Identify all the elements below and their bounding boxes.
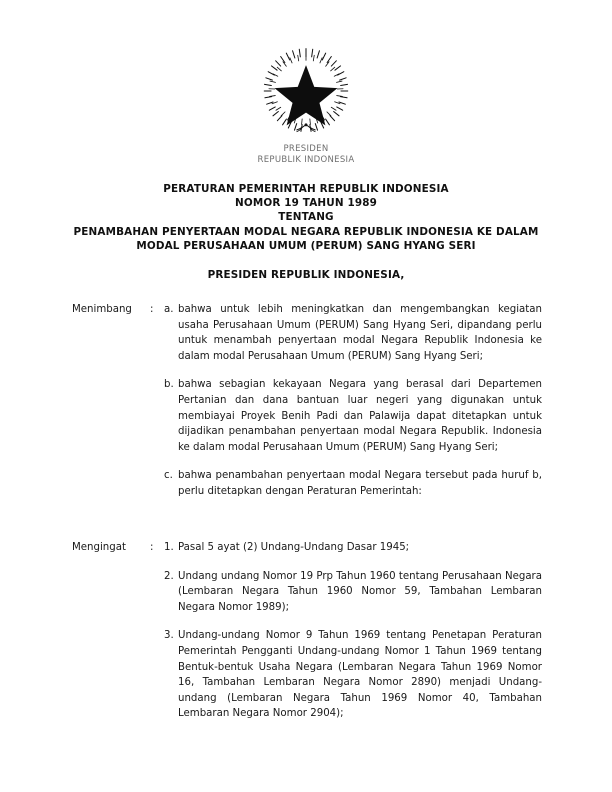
item-marker: a. [164, 304, 174, 315]
mengingat-section [72, 540, 542, 722]
president-heading: PRESIDEN REPUBLIK INDONESIA, [207, 269, 405, 281]
mengingat-label: Mengingat [72, 542, 126, 553]
title-line-number: NOMOR 19 TAHUN 1989 [235, 197, 377, 210]
list-item [164, 628, 542, 722]
list-item [164, 540, 542, 556]
list-item [164, 569, 542, 616]
title-line-subject-2: MODAL PERUSAHAAN UMUM (PERUM) SANG HYANG SERI [136, 239, 476, 252]
list-item [164, 302, 542, 364]
menimbang-section [72, 302, 542, 500]
title-line-regulation: PERATURAN PEMERINTAH REPUBLIK INDONESIA [163, 183, 449, 195]
menimbang-items [164, 302, 542, 500]
mengingat-items [164, 540, 542, 722]
item-text: Undang-undang Nomor 9 Tahun 1969 tentang Penetapan Peraturan Pemerintah Pengganti Undang-undang Nomor 1 Tahun 1969 tentang Bentuk-bentuk Usaha Negara (Lembaran Negara Tahun 1969 Nomor 16, Tambahan Lembaran Negara Nomor 2890) menjadi Undang-undang (Lembaran Negara Tahun 1969 Nomor 40, Tambahan Lembaran Negara Nomor 2904); [178, 630, 542, 720]
list-item [164, 377, 542, 455]
list-item [164, 468, 542, 499]
item-text: bahwa penambahan penyertaan modal Negara tersebut pada huruf b, perlu ditetapkan dengan Peraturan Pemerintah: [178, 470, 542, 497]
item-marker: c. [164, 470, 173, 482]
presidential-emblem-block [0, 44, 612, 166]
item-marker: b. [164, 379, 174, 391]
document-title-block [56, 182, 556, 253]
indonesia-presidential-seal-star-wreath-icon [258, 44, 354, 140]
item-text: Undang undang Nomor 19 Prp Tahun 1960 tentang Perusahaan Negara (Lembaran Negara Tahun 1960 Nomor 59, Tambahan Lembaran Negara Nomor 1989); [178, 570, 542, 613]
item-marker: 2. [164, 570, 174, 582]
item-text: bahwa sebagian kekayaan Negara yang berasal dari Departemen Pertanian dan dana bantuan luar negeri yang digunakan untuk membiayai Proyek Benih Padi dan Palawija dapat ditetapkan untuk dijadikan penambahan penyertaan modal Negara Republik. Indonesia ke dalam modal Perusahaan Umum (PERUM) Sang Hyang Seri; [178, 379, 542, 453]
mengingat-colon: : [150, 542, 154, 553]
emblem-caption-line-2: REPUBLIK INDONESIA [257, 155, 355, 165]
title-line-subject-1: PENAMBAHAN PENYERTAAN MODAL NEGARA REPUBLIK INDONESIA KE DALAM [73, 225, 539, 238]
menimbang-label: Menimbang [72, 304, 132, 315]
item-marker: 1. [164, 542, 174, 553]
menimbang-colon: : [150, 304, 154, 315]
emblem-caption [0, 144, 612, 166]
emblem-caption-line-1: PRESIDEN [283, 144, 329, 154]
item-text: Pasal 5 ayat (2) Undang-Undang Dasar 1945; [178, 542, 410, 553]
item-text: bahwa untuk lebih meningkatkan dan mengembangkan kegiatan usaha Perusahaan Umum (PERUM) Sang Hyang Seri, dipandang perlu untuk menambah penyertaan modal Negara Republik Indonesia ke dalam modal Perusahaan Umum (PERUM) Sang Hyang Seri; [178, 304, 542, 362]
title-line-tentang: TENTANG [278, 211, 334, 224]
item-marker: 3. [164, 630, 174, 642]
